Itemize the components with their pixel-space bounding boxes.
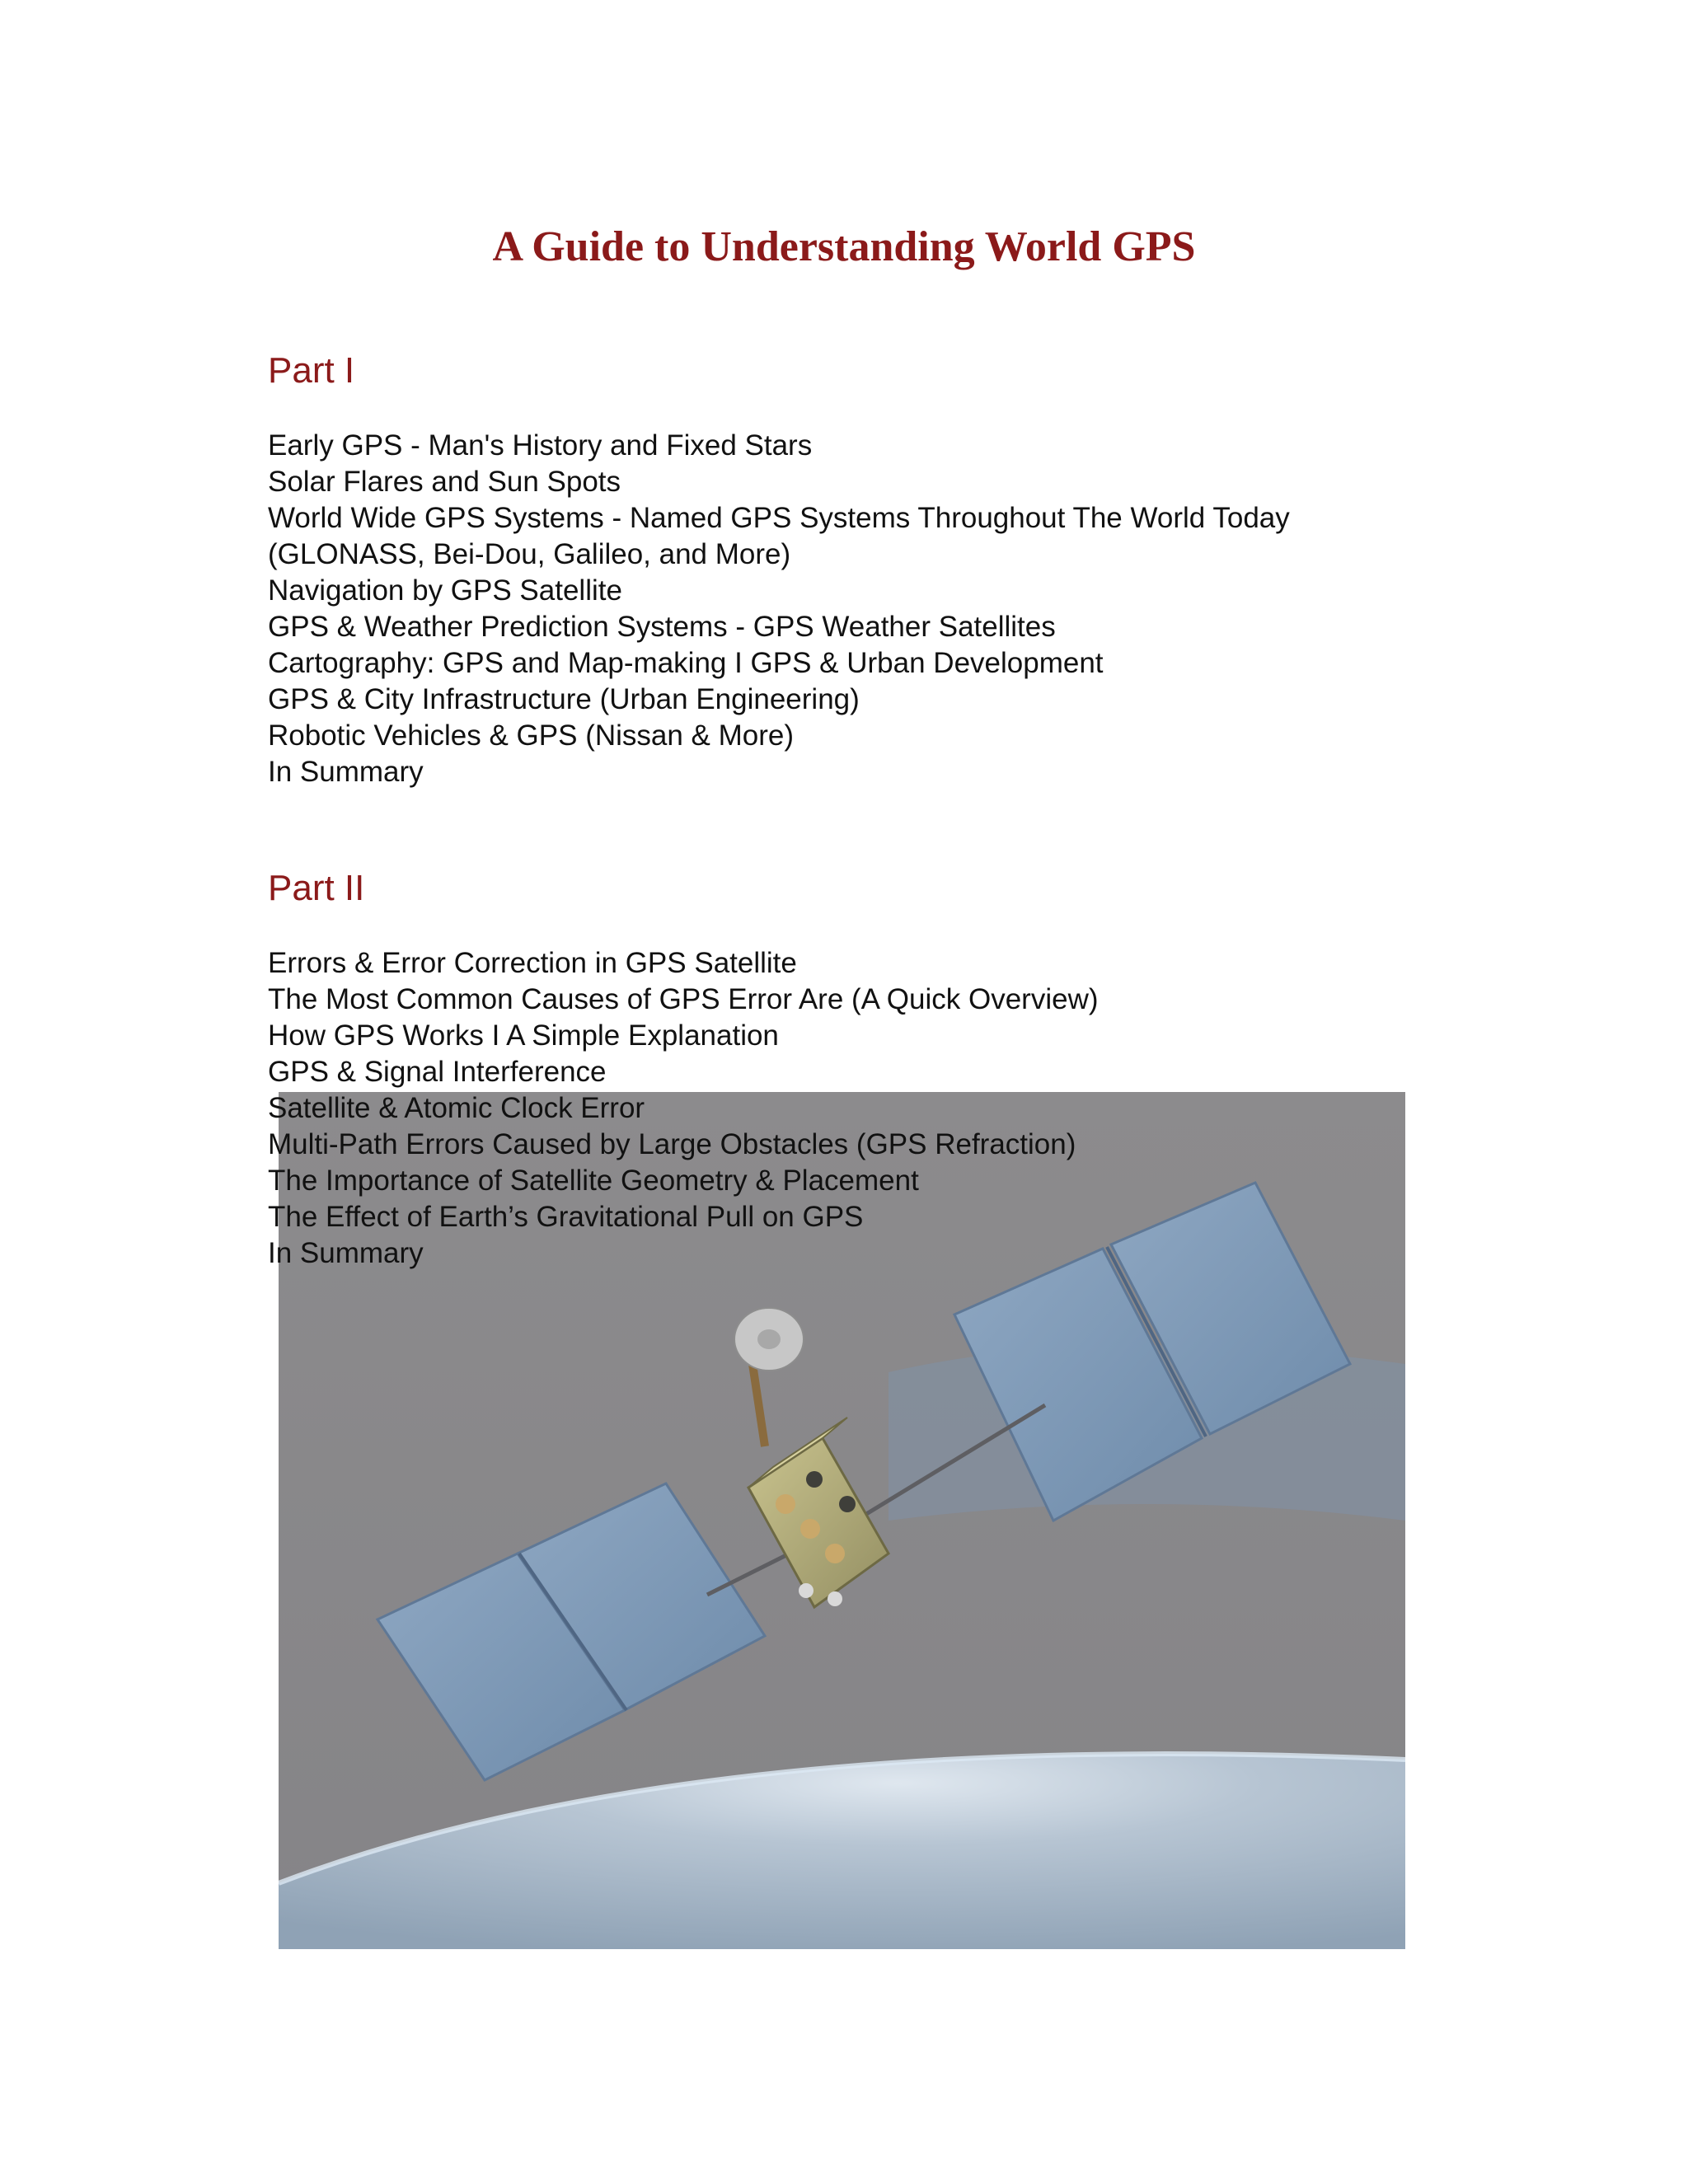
list-item: The Effect of Earth’s Gravitational Pull on GPS xyxy=(268,1201,864,1233)
list-item: In Summary xyxy=(268,1237,424,1269)
list-item: The Most Common Causes of GPS Error Are (A Quick Overview) xyxy=(268,983,1099,1015)
part-2-contents-list xyxy=(268,945,1504,1272)
list-item: (GLONASS, Bei-Dou, Galileo, and More) xyxy=(268,538,791,570)
part-1-heading: Part I xyxy=(268,350,355,391)
part-2-heading: Part II xyxy=(268,868,365,908)
list-item: GPS & City Infrastructure (Urban Engineering) xyxy=(268,683,860,715)
list-item: Robotic Vehicles & GPS (Nissan & More) xyxy=(268,719,795,752)
list-item: How GPS Works I A Simple Explanation xyxy=(268,1019,779,1052)
document-title: A Guide to Understanding World GPS xyxy=(492,223,1196,270)
list-item: GPS & Signal Interference xyxy=(268,1056,607,1088)
list-item: Navigation by GPS Satellite xyxy=(268,574,622,607)
list-item: World Wide GPS Systems - Named GPS Systems Throughout The World Today xyxy=(268,502,1290,534)
list-item: Early GPS - Man's History and Fixed Stars xyxy=(268,429,813,462)
list-item: Satellite & Atomic Clock Error xyxy=(268,1092,645,1124)
list-item: Solar Flares and Sun Spots xyxy=(268,466,621,498)
list-item: Errors & Error Correction in GPS Satellite xyxy=(268,947,797,979)
list-item: In Summary xyxy=(268,756,424,788)
part-1-contents-list xyxy=(268,428,1504,790)
list-item: GPS & Weather Prediction Systems - GPS Weather Satellites xyxy=(268,611,1056,643)
list-item: The Importance of Satellite Geometry & Placement xyxy=(268,1165,919,1197)
list-item: Multi-Path Errors Caused by Large Obstacles (GPS Refraction) xyxy=(268,1128,1076,1160)
list-item: Cartography: GPS and Map-making I GPS & Urban Development xyxy=(268,647,1104,679)
